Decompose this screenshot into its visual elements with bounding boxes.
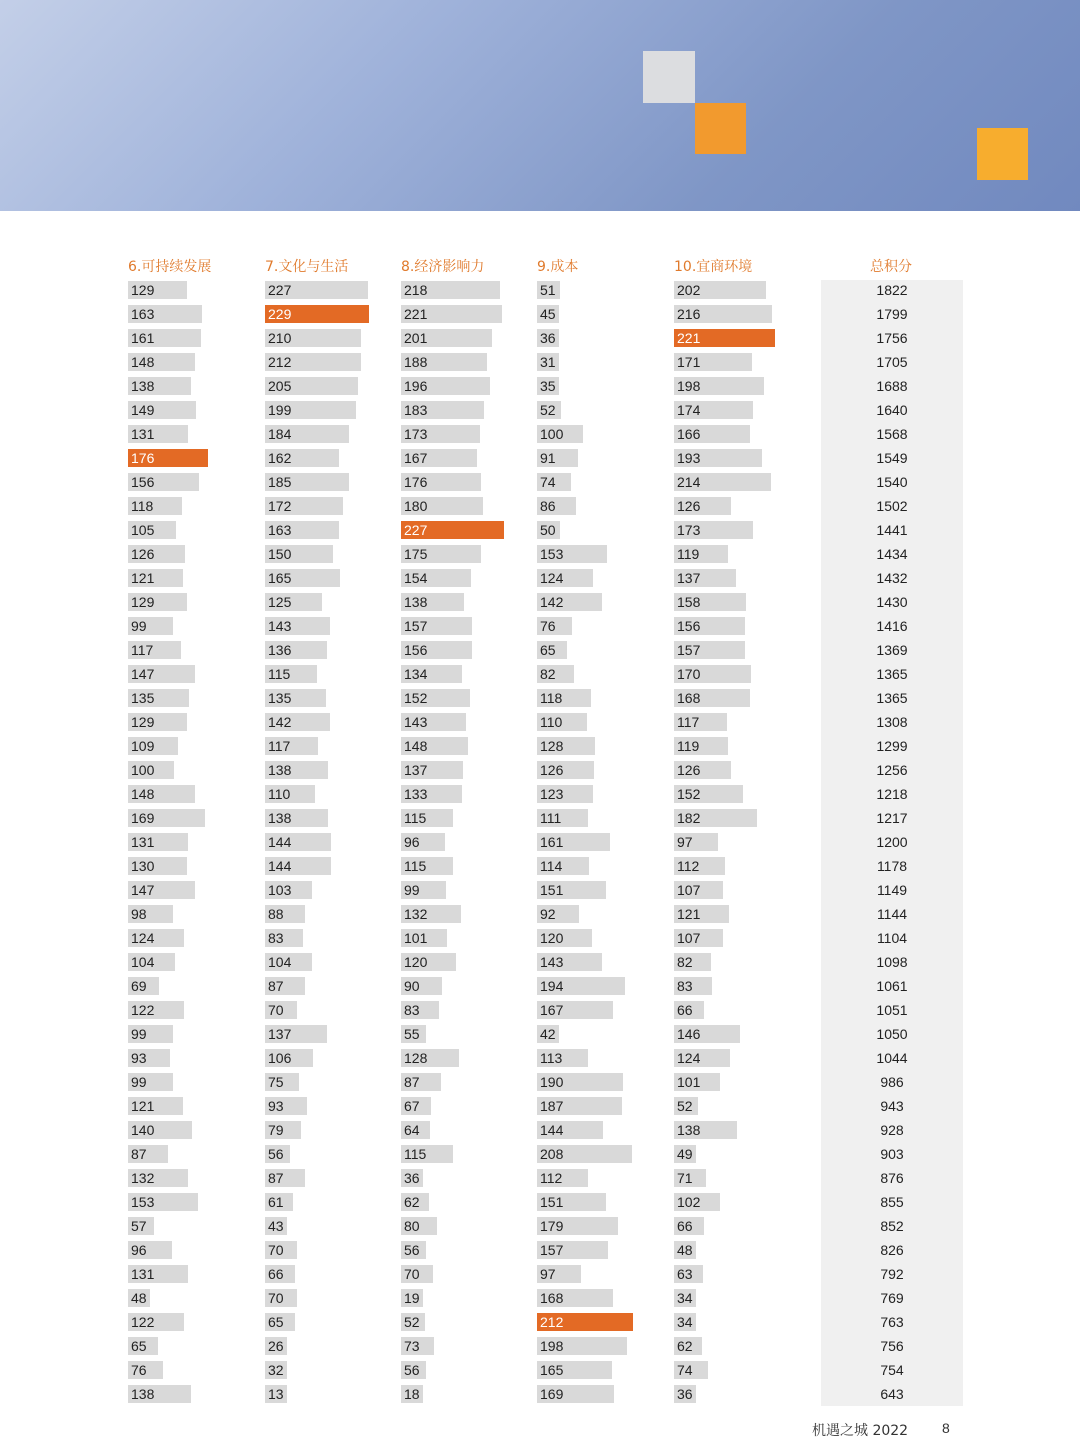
score-value: 90 [404,978,420,994]
total-score-value: 1640 [876,402,908,418]
score-value: 163 [131,306,155,322]
total-score-value: 1434 [876,546,908,562]
score-value: 87 [131,1146,147,1162]
score-value: 62 [677,1338,693,1354]
score-value: 136 [268,642,292,658]
score-value: 151 [540,882,564,898]
score-value: 135 [131,690,155,706]
score-value: 212 [268,354,292,370]
score-value: 171 [677,354,701,370]
score-value: 214 [677,474,701,490]
score-value: 66 [268,1266,284,1282]
score-value: 156 [131,474,155,490]
score-value: 125 [268,594,292,610]
total-score-value: 1365 [876,690,908,706]
score-value: 142 [268,714,292,730]
score-value: 153 [540,546,564,562]
score-value: 149 [131,402,155,418]
score-value: 70 [268,1290,284,1306]
score-value: 67 [404,1098,420,1114]
score-value: 65 [131,1338,147,1354]
score-value: 99 [131,1074,147,1090]
score-value: 165 [268,570,292,586]
total-score-value: 1430 [876,594,908,610]
score-value: 56 [268,1146,284,1162]
score-value: 93 [268,1098,284,1114]
score-value: 190 [540,1074,564,1090]
score-value: 75 [268,1074,284,1090]
score-value: 86 [540,498,556,514]
score-value: 138 [677,1122,701,1138]
score-value: 61 [268,1194,284,1210]
score-value: 142 [540,594,564,610]
score-value: 129 [131,282,155,298]
score-value: 19 [404,1290,420,1306]
score-value: 56 [404,1242,420,1258]
score-value: 118 [540,690,563,706]
column-header-total: 总积分 [870,259,912,275]
score-value: 103 [268,882,292,898]
score-value: 112 [677,858,700,874]
score-value: 119 [677,738,700,754]
score-value: 117 [268,738,291,754]
total-score-value: 1200 [876,834,908,850]
total-score-value: 852 [880,1218,904,1234]
score-value: 126 [131,546,155,562]
score-value: 109 [131,738,155,754]
score-value: 175 [404,546,428,562]
total-score-value: 855 [880,1194,904,1210]
score-value: 135 [268,690,292,706]
score-value: 82 [677,954,693,970]
score-value: 104 [131,954,155,970]
column-header-economic-impact: 8.经济影响力 [401,259,485,275]
score-value: 112 [540,1170,563,1186]
score-value: 156 [677,618,701,634]
score-value: 83 [677,978,693,994]
score-value: 114 [540,858,563,874]
score-value: 96 [131,1242,147,1258]
score-value: 121 [677,906,701,922]
score-value: 185 [268,474,292,490]
score-value: 45 [540,306,556,322]
score-value: 148 [131,354,155,370]
score-value: 153 [131,1194,155,1210]
total-score-value: 986 [880,1074,904,1090]
score-value: 131 [131,834,155,850]
score-value: 76 [540,618,556,634]
score-value: 43 [268,1218,284,1234]
score-value: 121 [131,1098,155,1114]
score-value: 169 [131,810,155,826]
total-score-value: 1705 [876,354,908,370]
score-value: 137 [677,570,701,586]
score-value: 184 [268,426,292,442]
score-value: 143 [540,954,564,970]
score-value: 187 [540,1098,564,1114]
score-value: 34 [677,1290,693,1306]
score-value: 36 [404,1170,420,1186]
score-value: 147 [131,882,155,898]
score-value: 130 [131,858,155,874]
score-value: 42 [540,1026,556,1042]
score-value: 152 [677,786,701,802]
total-score-value: 826 [880,1242,904,1258]
score-value: 71 [677,1170,693,1186]
score-value: 120 [404,954,428,970]
score-value: 179 [540,1218,564,1234]
score-value: 52 [540,402,556,418]
column-header-culture-life: 7.文化与生活 [265,259,349,275]
score-value: 154 [404,570,428,586]
total-score-value: 1256 [876,762,908,778]
score-value: 156 [404,642,428,658]
score-value: 80 [404,1218,420,1234]
score-value: 70 [404,1266,420,1282]
total-score-value: 1549 [876,450,908,466]
score-value: 36 [540,330,556,346]
score-value: 48 [131,1290,147,1306]
total-score-value: 1799 [876,306,908,322]
score-value: 123 [540,786,564,802]
score-value: 97 [677,834,693,850]
score-value: 87 [404,1074,420,1090]
score-value: 138 [131,378,155,394]
total-score-value: 903 [880,1146,904,1162]
score-value: 66 [677,1002,693,1018]
score-value: 73 [404,1338,420,1354]
column-header-business-env: 10.宜商环境 [674,259,753,275]
score-value: 143 [268,618,292,634]
score-value: 128 [404,1050,428,1066]
score-value: 210 [268,330,292,346]
total-score-value: 1051 [876,1002,908,1018]
score-value: 163 [268,522,292,538]
score-value: 34 [677,1314,693,1330]
score-value: 129 [131,714,155,730]
score-value: 88 [268,906,284,922]
score-value: 69 [131,978,147,994]
score-value: 98 [131,906,147,922]
total-score-value: 1822 [876,282,908,298]
score-value: 111 [540,810,562,826]
score-value: 174 [677,402,701,418]
score-value: 115 [404,1146,427,1162]
score-value: 157 [677,642,701,658]
score-value: 62 [404,1194,420,1210]
score-value: 180 [404,498,428,514]
score-value: 126 [677,762,701,778]
score-value: 105 [131,522,155,538]
total-score-value: 792 [880,1266,904,1282]
score-value: 170 [677,666,701,682]
score-value: 70 [268,1002,284,1018]
score-value: 158 [677,594,701,610]
score-value: 101 [404,930,428,946]
score-value: 32 [268,1362,284,1378]
score-value: 199 [268,402,292,418]
score-value: 118 [131,498,154,514]
total-score-value: 1217 [876,810,908,826]
total-score-value: 769 [880,1290,904,1306]
score-value: 110 [540,714,563,730]
score-value: 13 [268,1386,284,1402]
score-value: 147 [131,666,155,682]
score-value: 106 [268,1050,292,1066]
score-value: 201 [404,330,428,346]
score-value: 137 [268,1026,292,1042]
score-value: 79 [268,1122,284,1138]
score-value: 131 [131,1266,155,1282]
score-value: 212 [540,1314,564,1330]
score-value: 110 [268,786,291,802]
total-score-value: 928 [880,1122,904,1138]
score-value: 216 [677,306,701,322]
total-score-value: 1218 [876,786,908,802]
score-value: 129 [131,594,155,610]
score-value: 52 [404,1314,420,1330]
score-value: 57 [131,1218,147,1234]
score-value: 143 [404,714,428,730]
score-value: 173 [404,426,428,442]
score-value: 194 [540,978,564,994]
header-banner [0,0,1080,211]
score-value: 107 [677,882,701,898]
score-value: 144 [268,858,292,874]
total-score-value: 1044 [876,1050,908,1066]
score-value: 138 [131,1386,155,1402]
score-value: 169 [540,1386,564,1402]
score-value: 65 [540,642,556,658]
score-value: 188 [404,354,428,370]
score-value: 122 [131,1314,155,1330]
total-score-value: 1540 [876,474,908,490]
score-value: 76 [131,1362,147,1378]
total-score-value: 1299 [876,738,908,754]
total-score-value: 763 [880,1314,904,1330]
score-value: 221 [404,306,428,322]
total-score-value: 1104 [876,930,908,946]
score-value: 152 [404,690,428,706]
total-score-value: 1365 [876,666,908,682]
score-value: 122 [131,1002,155,1018]
total-score-value: 754 [880,1362,904,1378]
total-score-value: 1502 [876,498,908,514]
score-value: 157 [404,618,428,634]
score-value: 70 [268,1242,284,1258]
score-value: 202 [677,282,701,298]
score-value: 208 [540,1146,564,1162]
score-value: 91 [540,450,556,466]
total-score-value: 756 [880,1338,904,1354]
score-value: 198 [540,1338,564,1354]
score-value: 148 [404,738,428,754]
total-score-value: 1688 [876,378,908,394]
score-value: 83 [404,1002,420,1018]
total-score-value: 1149 [876,882,908,898]
score-value: 100 [540,426,564,442]
total-score-value: 1568 [876,426,908,442]
total-score-value: 1308 [876,714,908,730]
score-value: 99 [131,618,147,634]
score-value: 221 [677,330,701,346]
score-value: 74 [540,474,556,490]
score-value: 96 [404,834,420,850]
page-number: 8 [942,1420,950,1436]
total-score-value: 1432 [876,570,908,586]
score-value: 167 [404,450,428,466]
score-value: 36 [677,1386,693,1402]
score-value: 198 [677,378,701,394]
decorative-orange-square [695,103,746,154]
score-value: 173 [677,522,701,538]
score-value: 134 [404,666,428,682]
total-score-value: 1178 [876,858,908,874]
score-value: 128 [540,738,564,754]
score-value: 124 [131,930,155,946]
score-value: 124 [677,1050,701,1066]
score-value: 31 [540,354,556,370]
score-value: 227 [268,282,292,298]
column-header-sustainability: 6.可持续发展 [128,259,212,275]
score-value: 205 [268,378,292,394]
score-value: 150 [268,546,292,562]
total-score-value: 1756 [876,330,908,346]
score-value: 48 [677,1242,693,1258]
score-value: 138 [268,762,292,778]
score-value: 193 [677,450,701,466]
total-score-value: 1441 [876,522,908,538]
score-value: 51 [540,282,556,298]
score-value: 87 [268,978,284,994]
score-value: 167 [540,1002,564,1018]
score-value: 120 [540,930,564,946]
score-value: 165 [540,1362,564,1378]
score-value: 82 [540,666,556,682]
total-score-value: 1050 [876,1026,908,1042]
score-value: 55 [404,1026,420,1042]
score-value: 138 [268,810,292,826]
score-value: 157 [540,1242,564,1258]
score-value: 93 [131,1050,147,1066]
score-value: 132 [131,1170,155,1186]
score-value: 107 [677,930,701,946]
score-value: 126 [540,762,564,778]
score-value: 74 [677,1362,693,1378]
score-value: 99 [131,1026,147,1042]
score-value: 227 [404,522,428,538]
score-value: 176 [131,450,155,466]
score-value: 166 [677,426,701,442]
score-value: 148 [131,786,155,802]
total-score-value: 643 [880,1386,904,1402]
score-value: 63 [677,1266,693,1282]
score-value: 92 [540,906,556,922]
score-value: 65 [268,1314,284,1330]
score-value: 102 [677,1194,701,1210]
decorative-gray-square [643,51,695,103]
score-value: 144 [540,1122,564,1138]
score-value: 87 [268,1170,284,1186]
score-value: 161 [131,330,155,346]
score-value: 126 [677,498,701,514]
total-score-value: 1416 [876,618,908,634]
score-value: 50 [540,522,556,538]
score-value: 104 [268,954,292,970]
score-value: 117 [677,714,700,730]
score-value: 137 [404,762,428,778]
score-value: 168 [540,1290,564,1306]
score-value: 151 [540,1194,564,1210]
score-value: 97 [540,1266,556,1282]
score-value: 124 [540,570,564,586]
score-value: 101 [677,1074,701,1090]
score-value: 196 [404,378,428,394]
score-value: 35 [540,378,556,394]
score-value: 115 [404,858,427,874]
score-value: 83 [268,930,284,946]
total-score-value: 943 [880,1098,904,1114]
score-value: 182 [677,810,701,826]
score-value: 132 [404,906,428,922]
score-value: 117 [131,642,154,658]
score-value: 56 [404,1362,420,1378]
score-value: 121 [131,570,155,586]
score-value: 52 [677,1098,693,1114]
score-value: 66 [677,1218,693,1234]
score-value: 140 [131,1122,155,1138]
total-score-value: 1061 [876,978,908,994]
score-value: 168 [677,690,701,706]
score-value: 183 [404,402,428,418]
score-value: 218 [404,282,428,298]
score-value: 172 [268,498,292,514]
column-header-cost: 9.成本 [537,259,579,275]
score-value: 133 [404,786,428,802]
score-value: 18 [404,1386,420,1402]
total-score-value: 1098 [876,954,908,970]
score-value: 176 [404,474,428,490]
score-value: 131 [131,426,155,442]
score-value: 119 [677,546,700,562]
total-score-value: 1144 [876,906,908,922]
score-value: 64 [404,1122,420,1138]
score-value: 115 [268,666,291,682]
score-value: 100 [131,762,155,778]
score-value: 138 [404,594,428,610]
total-score-value: 1369 [876,642,908,658]
score-value: 99 [404,882,420,898]
score-value: 144 [268,834,292,850]
score-value: 162 [268,450,292,466]
score-value: 115 [404,810,427,826]
decorative-yellow-square [977,128,1028,180]
score-value: 161 [540,834,564,850]
score-value: 49 [677,1146,693,1162]
score-value: 26 [268,1338,284,1354]
total-score-value: 876 [880,1170,904,1186]
score-value: 113 [540,1050,563,1066]
score-value: 146 [677,1026,701,1042]
footer-title: 机遇之城 2022 [812,1423,909,1439]
score-value: 229 [268,306,292,322]
